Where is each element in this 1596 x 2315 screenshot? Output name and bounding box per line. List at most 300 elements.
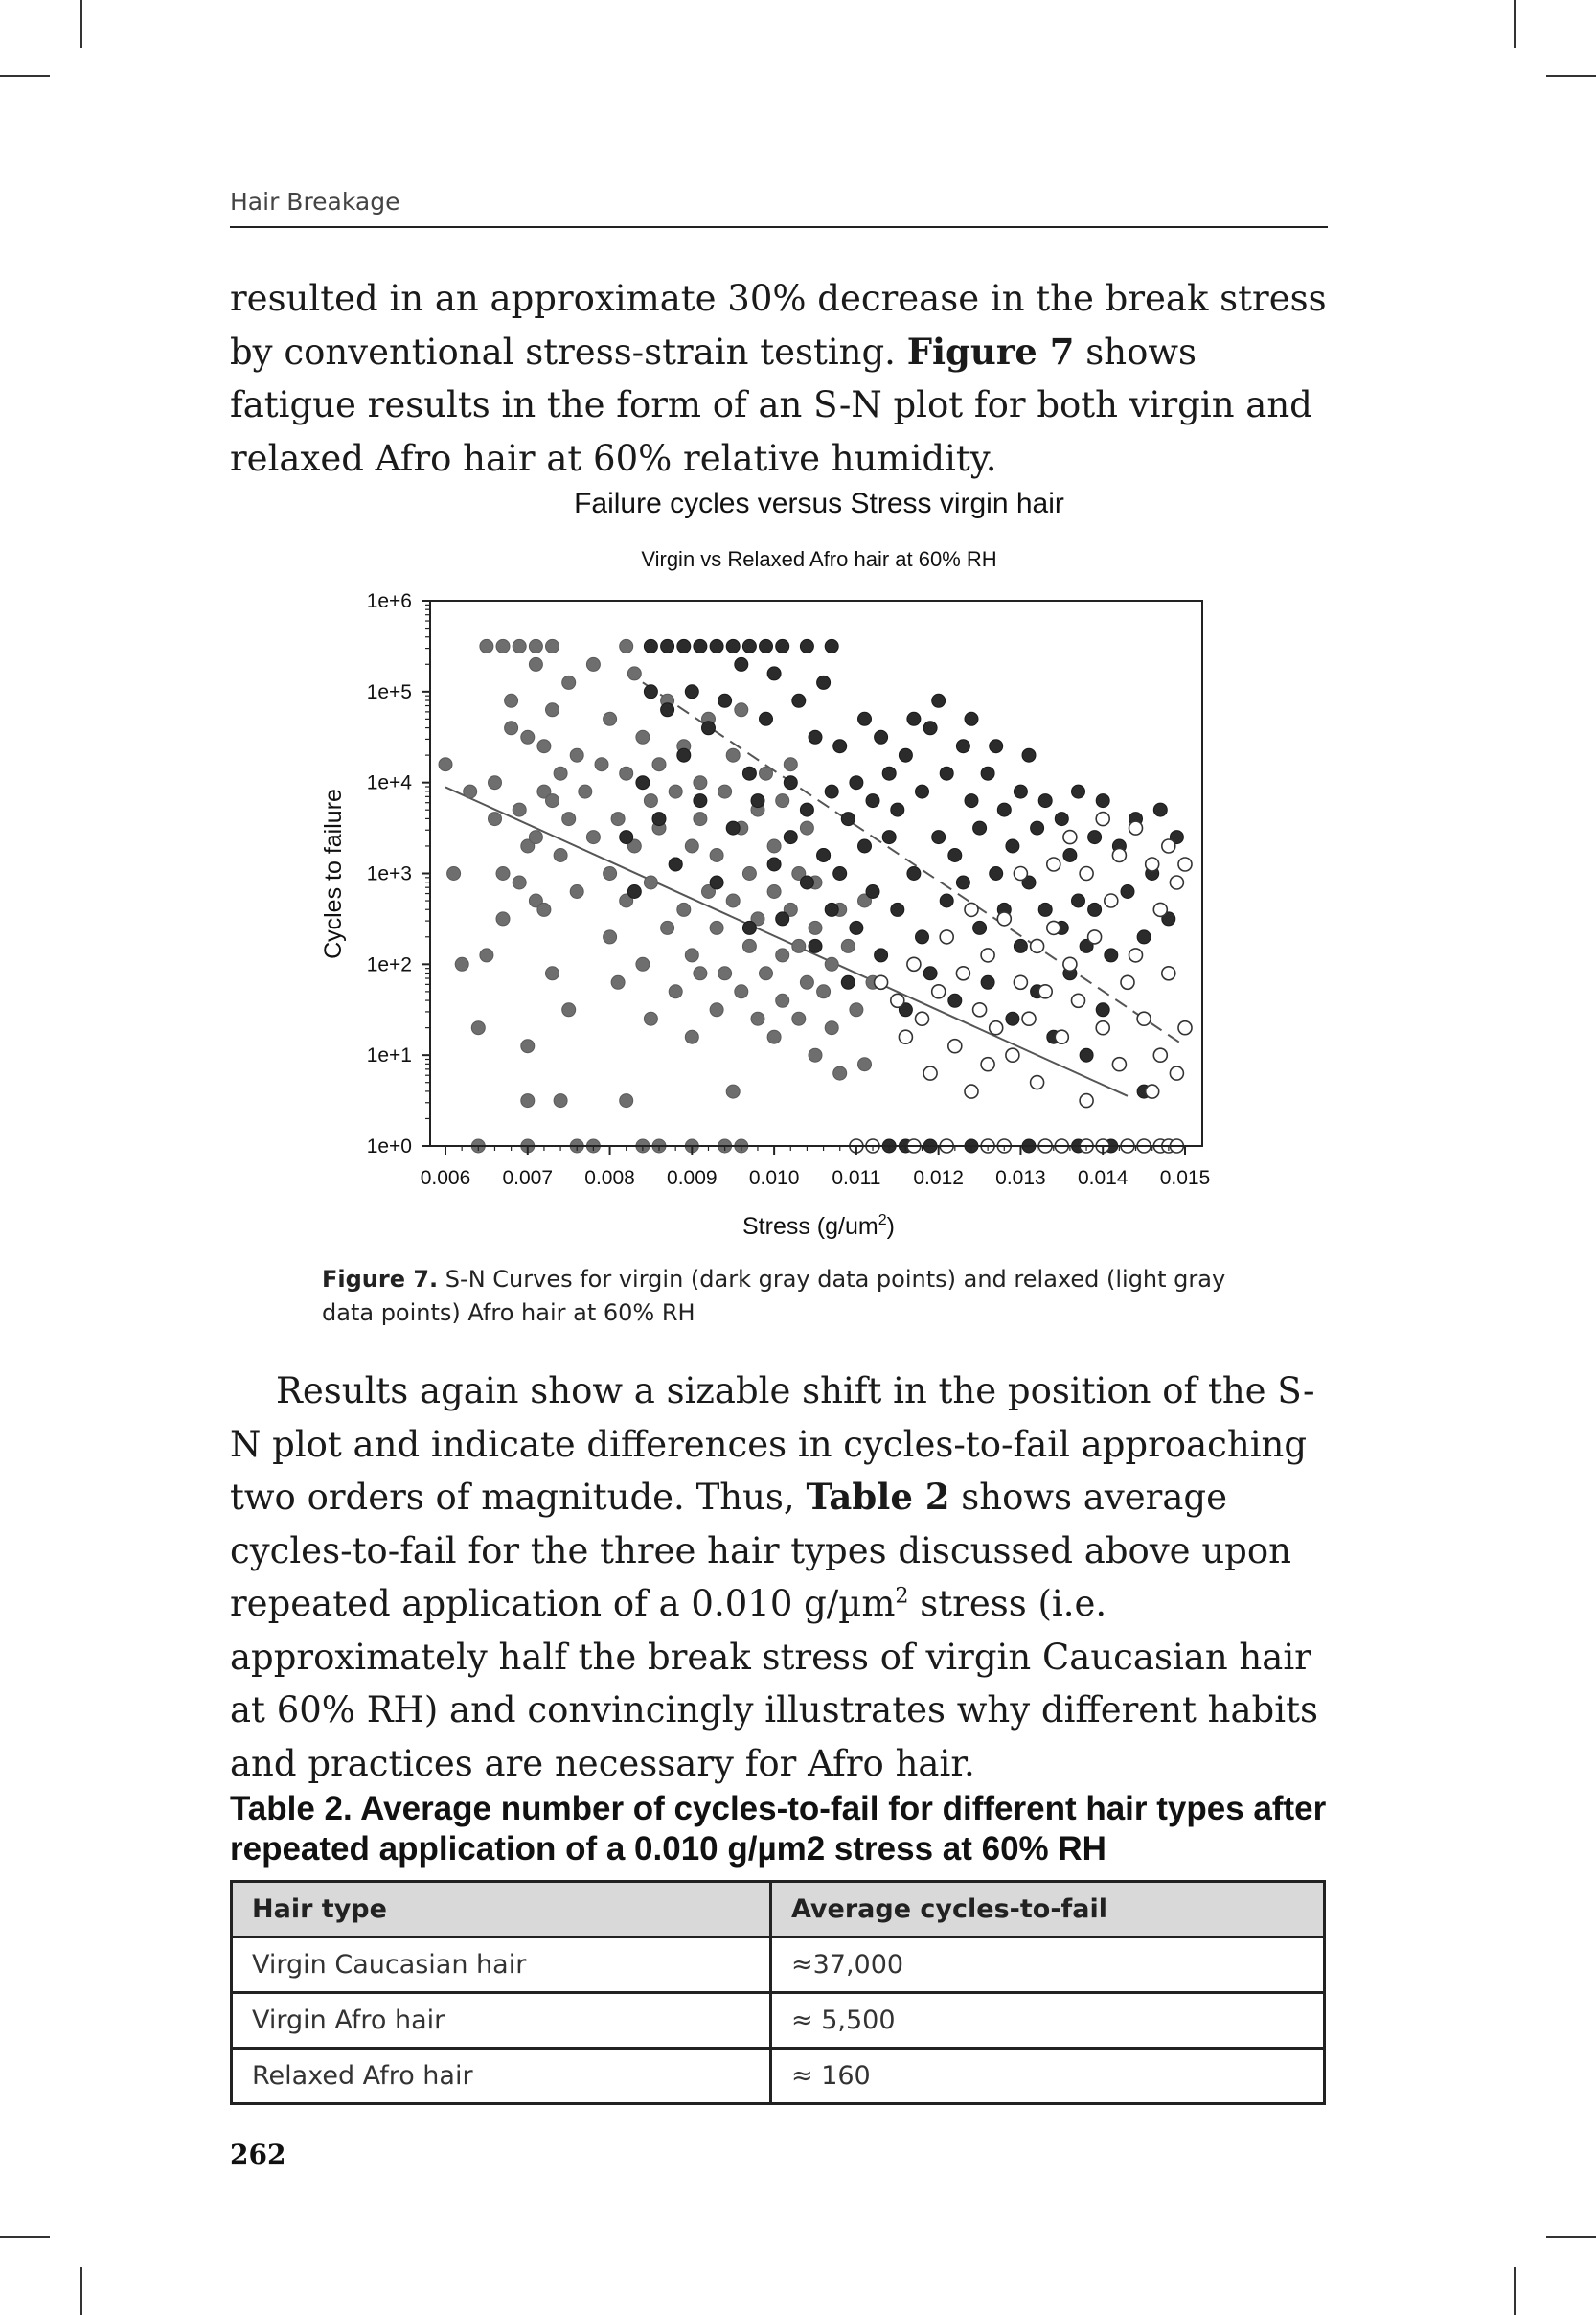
y-tick-label: 1e+2 xyxy=(366,953,412,976)
gray-data-point xyxy=(776,794,789,808)
dark-data-point xyxy=(1153,803,1167,816)
y-tick-label: 1e+0 xyxy=(366,1135,412,1158)
gray-data-point xyxy=(496,639,510,653)
open-data-point xyxy=(1105,894,1118,907)
gray-data-point xyxy=(776,949,789,962)
crop-mark xyxy=(1514,2267,1516,2315)
gray-data-point xyxy=(784,758,797,771)
gray-data-point xyxy=(685,839,698,853)
gray-data-point xyxy=(809,921,822,934)
open-data-point xyxy=(1047,921,1060,934)
gray-data-point xyxy=(620,767,633,780)
open-data-point xyxy=(1146,858,1159,871)
table-cell: ≈ 5,500 xyxy=(771,1993,1325,2049)
dark-data-point xyxy=(948,849,962,862)
gray-data-point xyxy=(726,894,740,907)
paragraph-text: Results again show a sizable shift in the position of the S-N plot and indicate differences in cycles-to-fail approaching two orders of magnitude. Thus, xyxy=(230,1370,1315,1518)
dark-data-point xyxy=(833,740,847,753)
dark-data-point xyxy=(776,912,789,926)
dark-data-point xyxy=(760,639,773,653)
dark-data-point xyxy=(636,776,650,790)
dark-data-point xyxy=(1055,813,1068,826)
gray-data-point xyxy=(505,722,518,735)
table-row xyxy=(232,2049,1325,2104)
gray-data-point xyxy=(850,1003,863,1017)
dark-data-point xyxy=(800,803,813,816)
dark-data-point xyxy=(875,730,888,744)
dark-data-point xyxy=(652,813,666,826)
superscript: 2 xyxy=(895,1583,909,1609)
gray-data-point xyxy=(537,740,551,753)
gray-data-point xyxy=(636,730,650,744)
figure-caption xyxy=(322,1263,1232,1330)
gray-data-point xyxy=(464,785,477,798)
gray-data-point xyxy=(620,639,633,653)
dark-data-point xyxy=(981,975,994,989)
dark-data-point xyxy=(644,685,657,699)
dark-data-point xyxy=(1006,1012,1019,1025)
gray-data-point xyxy=(604,930,617,944)
dark-data-point xyxy=(956,876,969,889)
dark-data-point xyxy=(710,876,723,889)
gray-data-point xyxy=(800,975,813,989)
gray-data-point xyxy=(546,639,559,653)
gray-data-point xyxy=(694,813,707,826)
running-head: Hair Breakage xyxy=(230,188,400,216)
table-cell: ≈ 160 xyxy=(771,2049,1325,2104)
dark-data-point xyxy=(809,939,822,952)
y-axis-label: Cycles to failure xyxy=(320,789,347,959)
gray-data-point xyxy=(627,667,641,680)
gray-data-point xyxy=(644,794,657,808)
open-data-point xyxy=(1080,1094,1093,1108)
x-tick-label: 0.011 xyxy=(832,1167,881,1189)
gray-data-point xyxy=(726,1085,740,1098)
dark-data-point xyxy=(760,712,773,725)
gray-data-point xyxy=(537,903,551,916)
dark-data-point xyxy=(1014,939,1027,952)
open-data-point xyxy=(1063,831,1077,844)
gray-data-point xyxy=(760,967,773,980)
gray-data-point xyxy=(858,1058,872,1071)
gray-data-point xyxy=(644,1012,657,1025)
gray-data-point xyxy=(480,949,493,962)
gray-data-point xyxy=(529,831,542,844)
dark-data-point xyxy=(850,776,863,790)
table-cell: Virgin Afro hair xyxy=(232,1993,771,2049)
x-tick-label: 0.007 xyxy=(502,1167,554,1189)
gray-data-point xyxy=(521,1094,535,1108)
dark-data-point xyxy=(1096,794,1109,808)
page-number: 262 xyxy=(230,2139,286,2170)
open-data-point xyxy=(1170,1066,1183,1080)
dark-data-point xyxy=(767,858,781,871)
open-data-point xyxy=(1162,839,1175,853)
dark-data-point xyxy=(735,657,748,671)
gray-data-point xyxy=(710,921,723,934)
dark-data-point xyxy=(916,785,929,798)
y-tick-label: 1e+5 xyxy=(366,680,412,703)
dark-data-point xyxy=(1137,930,1151,944)
paragraph-text: shows fatigue results in the form of an S-N plot for both virgin and relaxed Afro hair at 60% relative humidity. xyxy=(230,331,1312,479)
dark-data-point xyxy=(965,712,978,725)
gray-data-point xyxy=(685,949,698,962)
open-data-point xyxy=(1096,813,1109,826)
dark-data-point xyxy=(850,921,863,934)
gray-data-point xyxy=(562,813,576,826)
dark-data-point xyxy=(620,831,633,844)
gray-data-point xyxy=(529,639,542,653)
dark-data-point xyxy=(784,831,797,844)
dark-data-point xyxy=(776,639,789,653)
dark-data-point xyxy=(1006,839,1019,853)
y-tick-label: 1e+3 xyxy=(366,862,412,885)
dark-data-point xyxy=(825,785,838,798)
table-reference: Table 2 xyxy=(806,1476,950,1518)
x-tick-label: 0.009 xyxy=(667,1167,718,1189)
dark-data-point xyxy=(718,694,732,707)
dark-data-point xyxy=(627,885,641,899)
open-data-point xyxy=(932,985,946,998)
gray-data-point xyxy=(735,703,748,717)
open-data-point xyxy=(1129,821,1143,835)
dark-data-point xyxy=(956,740,969,753)
gray-data-point xyxy=(480,639,493,653)
dark-data-point xyxy=(932,831,946,844)
gray-data-point xyxy=(611,813,625,826)
dark-data-point xyxy=(1031,821,1044,835)
gray-data-point xyxy=(604,712,617,725)
dark-data-point xyxy=(1038,903,1052,916)
y-tick-label: 1e+1 xyxy=(366,1044,412,1067)
dark-data-point xyxy=(784,776,797,790)
gray-data-point xyxy=(718,967,732,980)
dark-data-point xyxy=(1121,885,1134,899)
gray-data-point xyxy=(471,1021,485,1035)
dark-data-point xyxy=(882,767,896,780)
gray-data-point xyxy=(694,967,707,980)
gray-data-point xyxy=(489,813,502,826)
gray-data-point xyxy=(455,957,468,971)
gray-data-point xyxy=(809,1048,822,1062)
gray-data-point xyxy=(562,1003,576,1017)
gray-data-point xyxy=(669,785,682,798)
table-header-cell: Average cycles-to-fail xyxy=(771,1882,1325,1937)
dark-data-point xyxy=(661,639,674,653)
dark-data-point xyxy=(841,813,855,826)
dark-data-point xyxy=(809,730,822,744)
x-axis-label: Stress $(g/um^2)$ xyxy=(742,1212,895,1240)
open-data-point xyxy=(997,912,1011,926)
open-data-point xyxy=(981,949,994,962)
open-data-point xyxy=(1153,1048,1167,1062)
dark-data-point xyxy=(1072,894,1085,907)
x-tick-label: 0.015 xyxy=(1159,1167,1211,1189)
open-data-point xyxy=(1112,1058,1126,1071)
open-data-point xyxy=(973,1003,987,1017)
x-tick-label: 0.012 xyxy=(913,1167,964,1189)
open-data-point xyxy=(965,903,978,916)
open-data-point xyxy=(1038,985,1052,998)
x-tick-label: 0.014 xyxy=(1077,1167,1129,1189)
dark-data-point xyxy=(866,794,879,808)
open-data-point xyxy=(981,1058,994,1071)
table-header-row xyxy=(232,1882,1325,1937)
table-cell: Relaxed Afro hair xyxy=(232,2049,771,2104)
open-data-point xyxy=(1178,858,1192,871)
gray-data-point xyxy=(767,885,781,899)
dark-data-point xyxy=(891,803,904,816)
gray-data-point xyxy=(710,1003,723,1017)
gray-data-point xyxy=(513,876,526,889)
gray-data-point xyxy=(579,785,592,798)
crop-mark xyxy=(80,2267,82,2315)
dark-data-point xyxy=(742,639,756,653)
gray-data-point xyxy=(513,639,526,653)
gray-data-point xyxy=(644,876,657,889)
gray-data-point xyxy=(669,985,682,998)
gray-data-point xyxy=(710,849,723,862)
gray-data-point xyxy=(767,1030,781,1043)
chart-title: Failure cycles versus Stress virgin hair xyxy=(574,488,1064,519)
open-data-point xyxy=(1063,957,1077,971)
gray-data-point xyxy=(726,748,740,762)
dark-data-point xyxy=(742,767,756,780)
y-tick-label: 1e+4 xyxy=(366,771,412,794)
dark-data-point xyxy=(973,921,987,934)
open-data-point xyxy=(1055,1030,1068,1043)
dark-data-point xyxy=(882,831,896,844)
gray-data-point xyxy=(521,1040,535,1053)
dark-data-point xyxy=(990,740,1003,753)
open-data-point xyxy=(1031,939,1044,952)
dark-data-point xyxy=(694,639,707,653)
table-row xyxy=(232,1993,1325,2049)
gray-data-point xyxy=(554,767,567,780)
gray-data-point xyxy=(800,821,813,835)
dark-data-point xyxy=(817,676,831,689)
gray-data-point xyxy=(685,1030,698,1043)
gray-data-point xyxy=(742,867,756,881)
gray-data-point xyxy=(833,1066,847,1080)
dark-data-point xyxy=(751,794,764,808)
open-data-point xyxy=(916,1012,929,1025)
dark-data-point xyxy=(767,667,781,680)
open-data-point xyxy=(1014,975,1027,989)
x-tick-label: 0.010 xyxy=(748,1167,800,1189)
dark-data-point xyxy=(907,867,921,881)
gray-data-point xyxy=(496,912,510,926)
gray-data-point xyxy=(595,758,608,771)
paragraph-text: resulted in an approximate 30% decrease in the break stress by conventional stress-strain testing. xyxy=(230,278,1327,373)
dark-data-point xyxy=(1105,949,1118,962)
figure-reference: Figure 7 xyxy=(906,330,1075,373)
dark-data-point xyxy=(710,639,723,653)
dark-data-point xyxy=(1096,1003,1109,1017)
paragraph-text: stress (i.e. approximately half the break stress of virgin Caucasian hair at 60% RH) and convincingly illustrates why different habits and practices are necessary for Afro hair. xyxy=(230,1583,1318,1784)
dark-data-point xyxy=(858,839,872,853)
open-data-point xyxy=(1146,1085,1159,1098)
gray-data-point xyxy=(554,849,567,862)
gray-data-point xyxy=(554,1094,567,1108)
dark-data-point xyxy=(875,949,888,962)
crop-mark xyxy=(0,2236,50,2238)
gray-data-point xyxy=(652,758,666,771)
paragraph-text: shows average cycles-to-fail for the three hair types discussed above upon repeated application of a 0.010 g/µm xyxy=(230,1477,1291,1624)
dark-data-point xyxy=(825,903,838,916)
open-data-point xyxy=(1129,949,1143,962)
dark-data-point xyxy=(742,921,756,934)
dark-data-point xyxy=(833,867,847,881)
open-data-point xyxy=(1072,994,1085,1007)
dark-data-point xyxy=(1063,849,1077,862)
dark-data-point xyxy=(948,994,962,1007)
gray-data-point xyxy=(586,657,600,671)
dark-data-point xyxy=(907,712,921,725)
dark-data-point xyxy=(825,639,838,653)
gray-data-point xyxy=(611,975,625,989)
gray-data-point xyxy=(661,921,674,934)
dark-data-point xyxy=(932,694,946,707)
dark-data-point xyxy=(726,639,740,653)
open-data-point xyxy=(1112,849,1126,862)
open-data-point xyxy=(990,1021,1003,1035)
open-data-point xyxy=(948,1040,962,1053)
open-data-point xyxy=(907,957,921,971)
dark-data-point xyxy=(940,767,953,780)
open-data-point xyxy=(1031,1076,1044,1089)
gray-data-point xyxy=(735,985,748,998)
gray-data-point xyxy=(817,985,831,998)
caption-label: Figure 7. xyxy=(322,1266,439,1293)
gray-data-point xyxy=(439,758,452,771)
table-cell: ≈37,000 xyxy=(771,1937,1325,1993)
dark-data-point xyxy=(817,849,831,862)
open-data-point xyxy=(1121,975,1134,989)
open-data-point xyxy=(1137,1012,1151,1025)
dark-data-point xyxy=(973,821,987,835)
table-header-cell: Hair type xyxy=(232,1882,771,1937)
gray-data-point xyxy=(586,831,600,844)
gray-data-point xyxy=(447,867,461,881)
open-data-point xyxy=(1080,867,1093,881)
dark-data-point xyxy=(1014,785,1027,798)
x-tick-label: 0.008 xyxy=(584,1167,635,1189)
open-data-point xyxy=(1088,930,1102,944)
caption-text: S-N Curves for virgin (dark gray data points) and relaxed (light gray data points) Afro hair at 60% RH xyxy=(322,1266,1226,1326)
open-data-point xyxy=(1178,1021,1192,1035)
open-data-point xyxy=(1014,867,1027,881)
dark-data-point xyxy=(891,903,904,916)
paragraph-results xyxy=(230,1364,1328,1790)
x-tick-label: 0.013 xyxy=(995,1167,1046,1189)
open-data-point xyxy=(899,1030,912,1043)
gray-data-point xyxy=(604,867,617,881)
gray-data-point xyxy=(489,776,502,790)
open-data-point xyxy=(940,930,953,944)
gray-data-point xyxy=(546,794,559,808)
gray-data-point xyxy=(636,957,650,971)
gray-data-point xyxy=(570,885,583,899)
open-data-point xyxy=(1047,858,1060,871)
dark-data-point xyxy=(685,685,698,699)
dark-data-point xyxy=(1022,748,1036,762)
crop-mark xyxy=(1546,2236,1596,2238)
gray-data-point xyxy=(825,957,838,971)
dark-data-point xyxy=(866,885,879,899)
dark-data-point xyxy=(800,876,813,889)
gray-data-point xyxy=(513,803,526,816)
dark-data-point xyxy=(965,794,978,808)
dark-data-point xyxy=(677,748,691,762)
dark-data-point xyxy=(661,703,674,717)
dark-data-point xyxy=(923,722,937,735)
dark-data-point xyxy=(841,975,855,989)
open-data-point xyxy=(1153,903,1167,916)
gray-data-point xyxy=(694,776,707,790)
open-data-point xyxy=(1006,1048,1019,1062)
gray-data-point xyxy=(529,657,542,671)
open-data-point xyxy=(1162,967,1175,980)
open-data-point xyxy=(923,1066,937,1080)
gray-data-point xyxy=(546,967,559,980)
dark-data-point xyxy=(997,803,1011,816)
gray-data-point xyxy=(546,703,559,717)
gray-data-point xyxy=(677,903,691,916)
gray-data-point xyxy=(620,1094,633,1108)
gray-data-point xyxy=(792,939,806,952)
dark-data-point xyxy=(1038,794,1052,808)
table-cell: Virgin Caucasian hair xyxy=(232,1937,771,1993)
dark-data-point xyxy=(899,748,912,762)
gray-data-point xyxy=(760,767,773,780)
table-row xyxy=(232,1937,1325,1993)
dark-data-point xyxy=(923,967,937,980)
open-data-point xyxy=(965,1085,978,1098)
gray-data-point xyxy=(751,1012,764,1025)
table-title: Table 2. Average number of cycles-to-fail for different hair types after repeated application of a 0.010 g/µm2 stress at 60% RH xyxy=(230,1790,1327,1868)
open-data-point xyxy=(875,975,888,989)
dark-data-point xyxy=(981,767,994,780)
open-data-point xyxy=(1170,876,1183,889)
gray-data-point xyxy=(792,1012,806,1025)
gray-data-point xyxy=(776,994,789,1007)
dark-data-point xyxy=(1080,1048,1093,1062)
open-data-point xyxy=(956,967,969,980)
chart-subtitle: Virgin vs Relaxed Afro hair at 60% RH xyxy=(641,547,997,571)
dark-data-point xyxy=(800,639,813,653)
dark-data-point xyxy=(858,712,872,725)
dark-data-point xyxy=(1088,903,1102,916)
gray-data-point xyxy=(742,939,756,952)
gray-data-point xyxy=(767,839,781,853)
dark-data-point xyxy=(990,867,1003,881)
gray-data-point xyxy=(521,730,535,744)
gray-data-point xyxy=(825,1021,838,1035)
gray-data-point xyxy=(570,748,583,762)
dark-data-point xyxy=(677,639,691,653)
open-data-point xyxy=(891,994,904,1007)
dark-data-point xyxy=(694,794,707,808)
dark-data-point xyxy=(792,694,806,707)
x-tick-label: 0.006 xyxy=(420,1167,471,1189)
dark-data-point xyxy=(669,858,682,871)
gray-data-point xyxy=(841,939,855,952)
gray-data-point xyxy=(562,676,576,689)
cycles-to-fail-table xyxy=(230,1880,1326,2105)
dark-data-point xyxy=(1088,831,1102,844)
open-data-point xyxy=(1096,1021,1109,1035)
